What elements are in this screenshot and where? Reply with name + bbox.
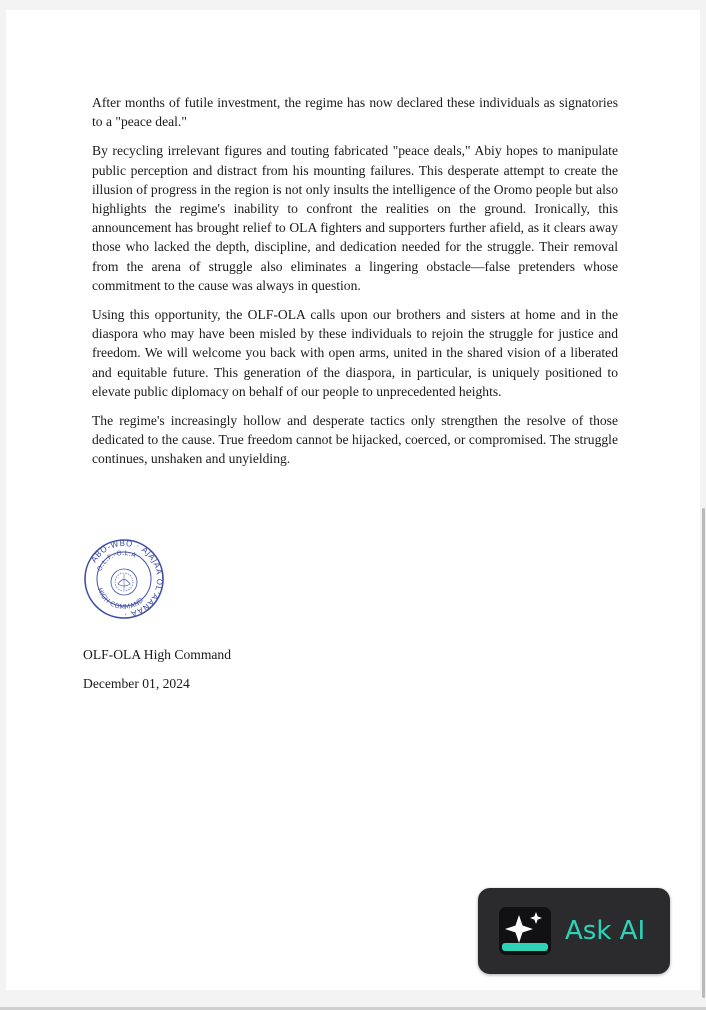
paragraph-1: After months of futile investment, the regime has now declared these individuals as signatories to a "peace deal." [92, 95, 618, 130]
ask-ai-label: Ask AI [565, 916, 646, 946]
document-body [92, 93, 618, 479]
scrollbar-track[interactable] [700, 10, 706, 990]
olf-ola-seal-stamp [83, 538, 165, 620]
signatory-name: OLF-OLA High Command [83, 647, 232, 662]
document-date: December 01, 2024 [83, 676, 190, 691]
ask-ai-button[interactable] [478, 888, 670, 974]
scrollbar-thumb[interactable] [702, 508, 705, 998]
document-page [6, 10, 700, 990]
paragraph-3: Using this opportunity, the OLF-OLA calls upon our brothers and sisters at home and in the diaspora who may have been misled by these individuals to rejoin the struggle for justice and freedom. We will welcome you back with open arms, united in the shared vision of a liberated and equitable future. This generation of the diaspora, in particular, is uniquely positioned to elevate public diplomacy on behalf of our people to unprecedented heights. [92, 307, 618, 399]
seal-inner-text: O.L.F.-O.L.A [95, 548, 138, 573]
paragraph-4: The regime's increasingly hollow and desperate tactics only strengthen the resolve of those dedicated to the cause. True freedom cannot be hijacked, coerced, or compromised. The struggle continues, unshaken and unyielding. [92, 413, 618, 467]
seal-outer-text: ABO-WBO · AJAJAA OL'AANAA · [89, 538, 165, 620]
paragraph-2: By recycling irrelevant figures and touting fabricated "peace deals," Abiy hopes to manipulate public perception and distract from his mounting failures. This desperate attempt to create the illusion of progress in the region is not only insults the intelligence of the Oromo people but also highlights the regime's inability to confront the realities on the ground. Ironically, this announcement has brought relief to OLA fighters and supporters further afield, as it clears away those who lacked the depth, discipline, and dedication needed for the struggle. Their removal from the arena of struggle also eliminates a lingering obstacle—false pretenders whose commitment to the cause was always in question. [92, 143, 618, 293]
sparkle-icon [499, 907, 551, 955]
seal-bottom-text: HIGH COMMAND [95, 586, 146, 612]
